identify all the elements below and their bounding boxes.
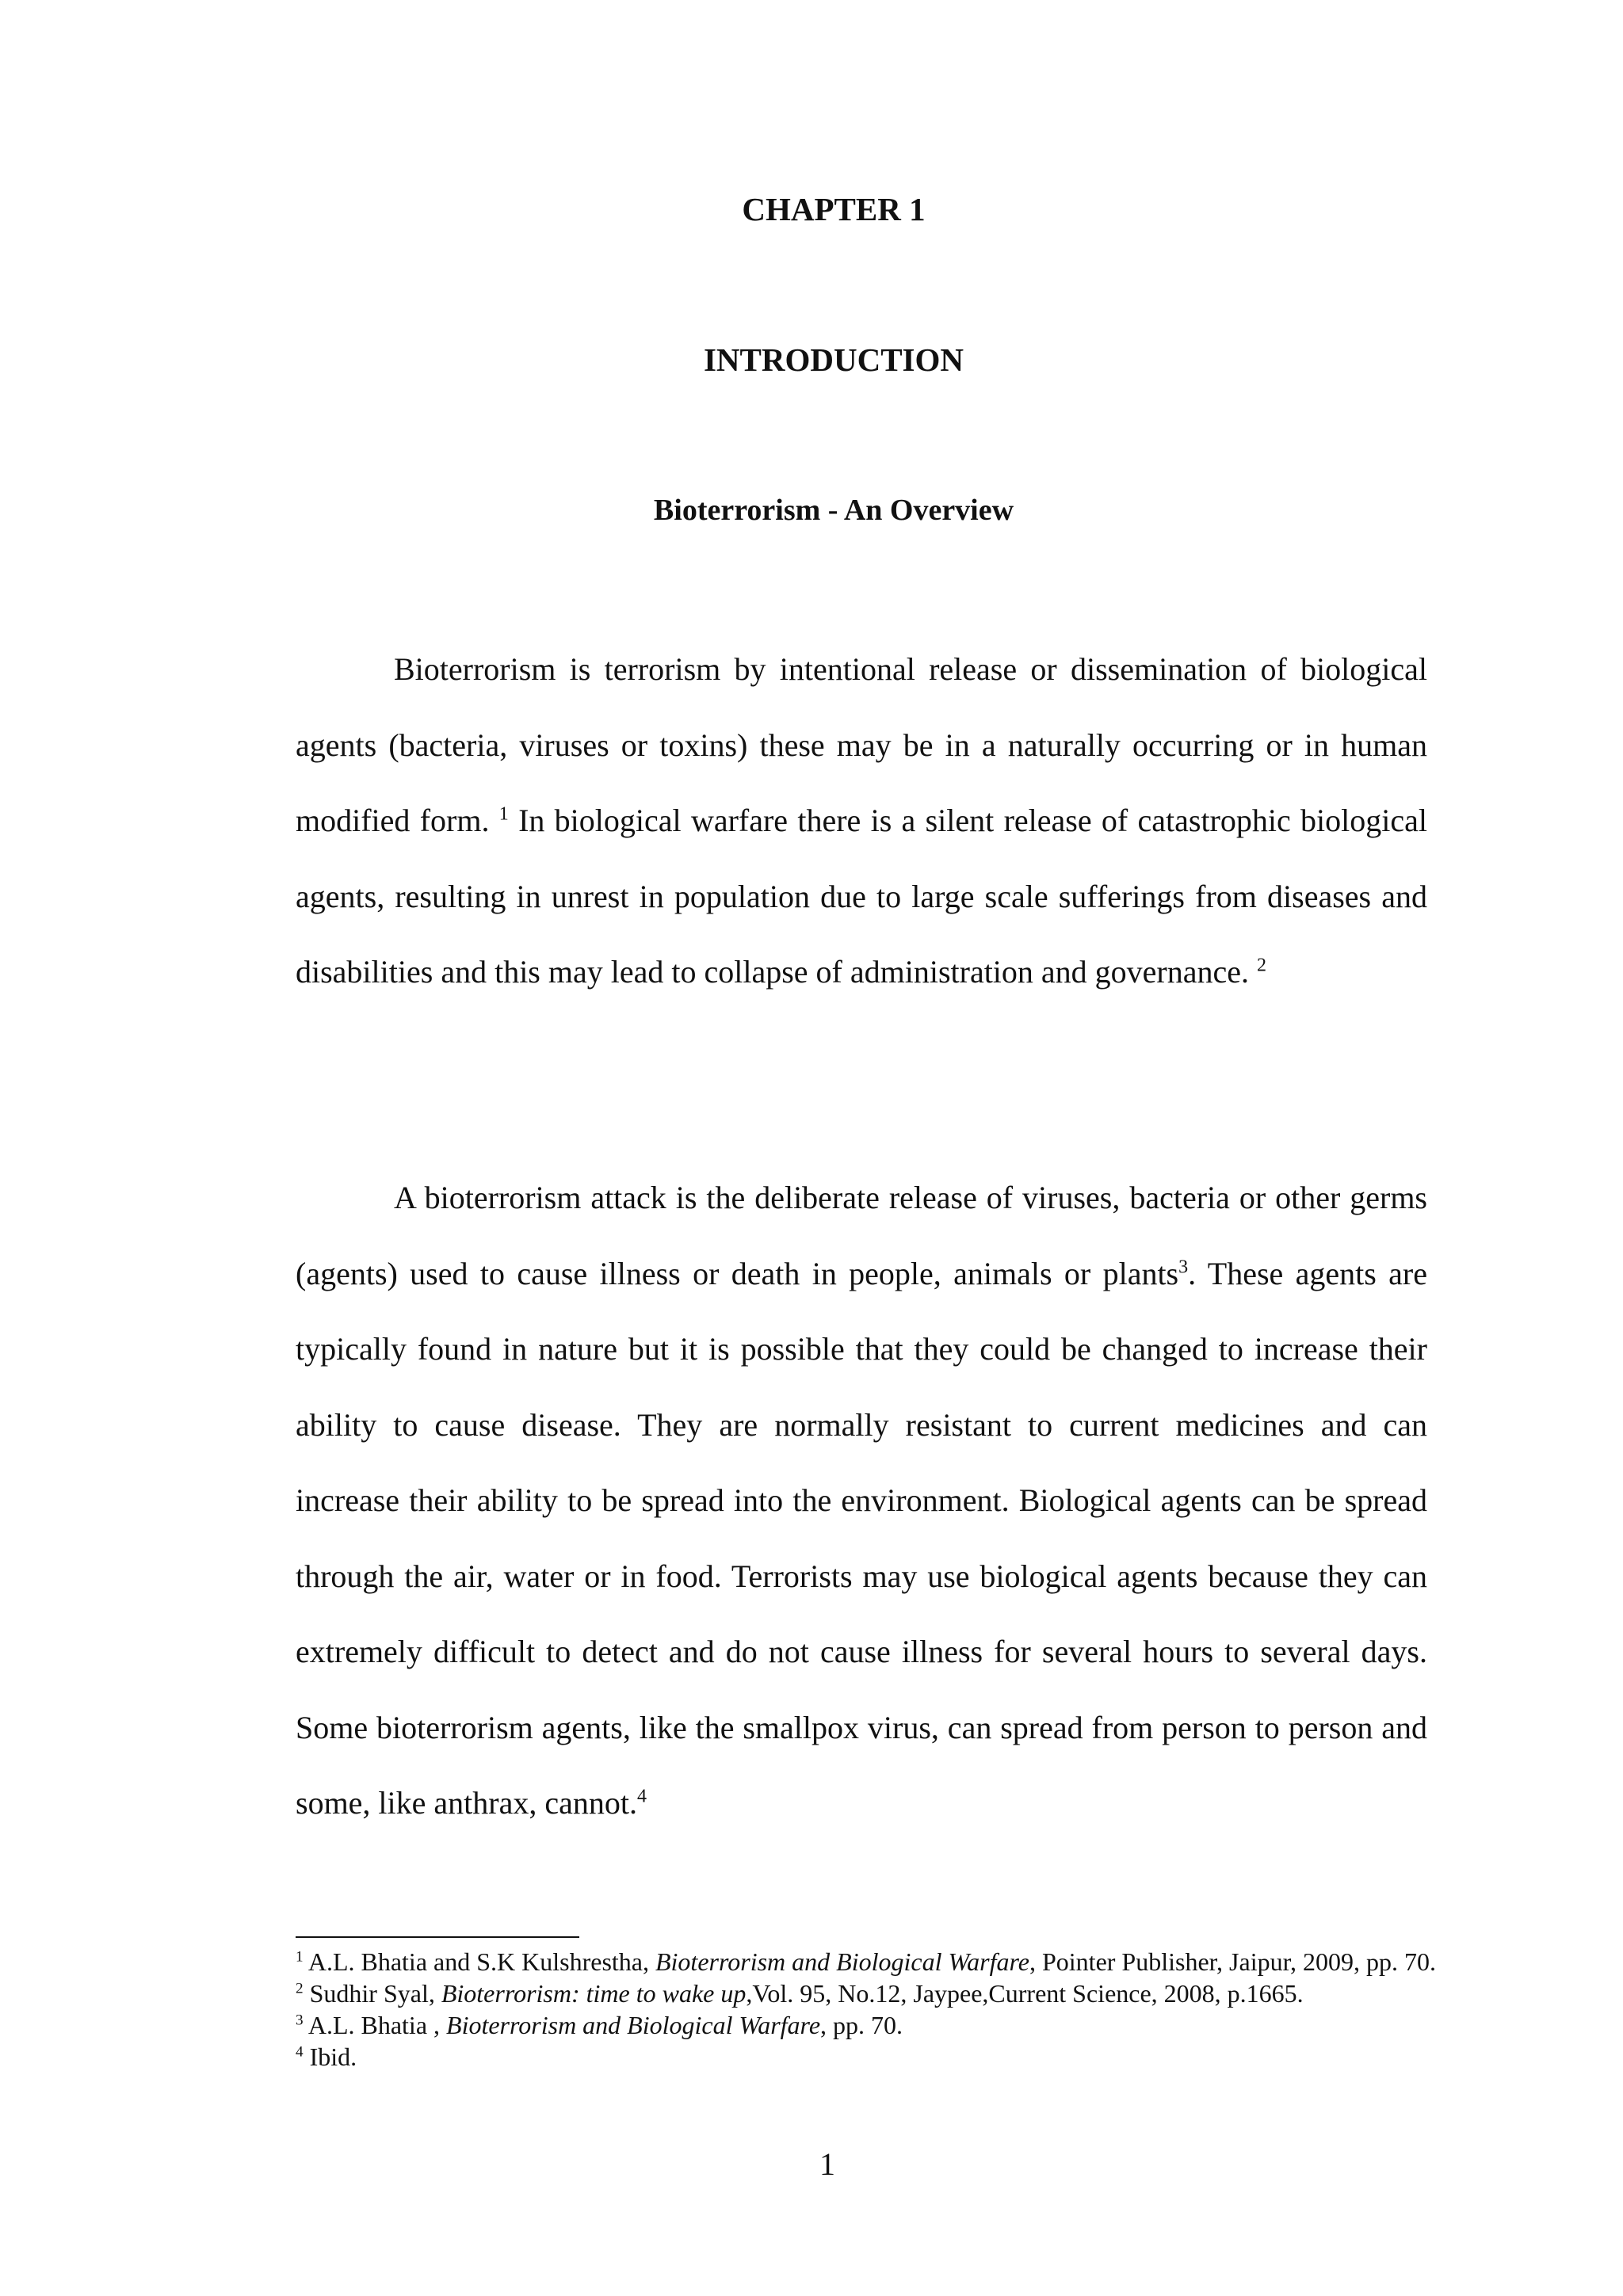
chapter-heading: CHAPTER 1 [742, 191, 926, 227]
footnote-2 [296, 1978, 1437, 2009]
footnote-4 [296, 2041, 1437, 2073]
footnote-1 [296, 1946, 1437, 1978]
footnote-ref-1[interactable]: 1 [498, 803, 509, 825]
paragraph-2-text-a: A bioterrorism attack is the deliberate release of viruses, bacteria or other germs (agents) used to cause illness or death in people, animals or plants [296, 1180, 1427, 1291]
footnote-title: Bioterrorism: time to wake up [441, 1979, 747, 2008]
footnotes [296, 1946, 1437, 2073]
body-paragraph-2 [296, 1160, 1427, 1841]
footnote-ref-4[interactable]: 4 [636, 1786, 647, 1807]
footnote-number: 3 [296, 2012, 304, 2029]
section-title: INTRODUCTION [703, 341, 964, 378]
paragraph-1-text-b: In biological warfare there is a silent release of catastrophic biological agents, resulting in unrest in population due to large scale sufferings from diseases and disabilities and this may lead to collapse of administration and governance. [296, 803, 1427, 990]
footnote-number: 2 [296, 1980, 304, 1997]
footnote-title: Bioterrorism and Biological Warfare [446, 2011, 821, 2039]
footnote-text: ,Vol. 95, No.12, Jaypee,Current Science, 2008, p.1665. [746, 1979, 1304, 2008]
footnote-ref-2[interactable]: 2 [1257, 955, 1267, 976]
footnote-text: A.L. Bhatia , [307, 2011, 447, 2039]
paragraph-1-text-a: Bioterrorism is terrorism by intentional release or dissemination of biological agents (bacteria, viruses or toxins) these may be in a naturally occurring or in human modified form. [296, 651, 1427, 838]
footnote-divider [296, 1936, 579, 1938]
footnote-text: Ibid. [309, 2042, 357, 2071]
paragraph-2-text-b: . These agents are typically found in nature but it is possible that they could be changed to increase their ability to cause disease. They are normally resistant to current medicines and can increase their ability to be spread into the environment. Biological agents can be spread through the air, water or in food. Terrorists may use biological agents because they can extremely difficult to detect and do not cause illness for several hours to several days. Some bioterrorism agents, like the smallpox virus, can spread from person to person and some, like anthrax, cannot. [296, 1255, 1427, 1821]
footnote-title: Bioterrorism and Biological Warfare [655, 1947, 1029, 1976]
footnote-text: , Pointer Publisher, Jaipur, 2009, pp. 70. [1029, 1947, 1436, 1976]
footnote-number: 1 [296, 1948, 304, 1966]
footnote-ref-3[interactable]: 3 [1178, 1257, 1189, 1278]
footnote-text: A.L. Bhatia and S.K Kulshrestha, [307, 1947, 655, 1976]
body-paragraph-1 [296, 631, 1427, 1010]
footnote-number: 4 [296, 2043, 304, 2061]
footnote-3 [296, 2009, 1437, 2041]
page-number: 1 [819, 2146, 835, 2182]
footnote-text: Sudhir Syal, [309, 1979, 441, 2008]
footnote-text: , pp. 70. [820, 2011, 903, 2039]
subsection-title: Bioterrorism - An Overview [653, 494, 1014, 527]
